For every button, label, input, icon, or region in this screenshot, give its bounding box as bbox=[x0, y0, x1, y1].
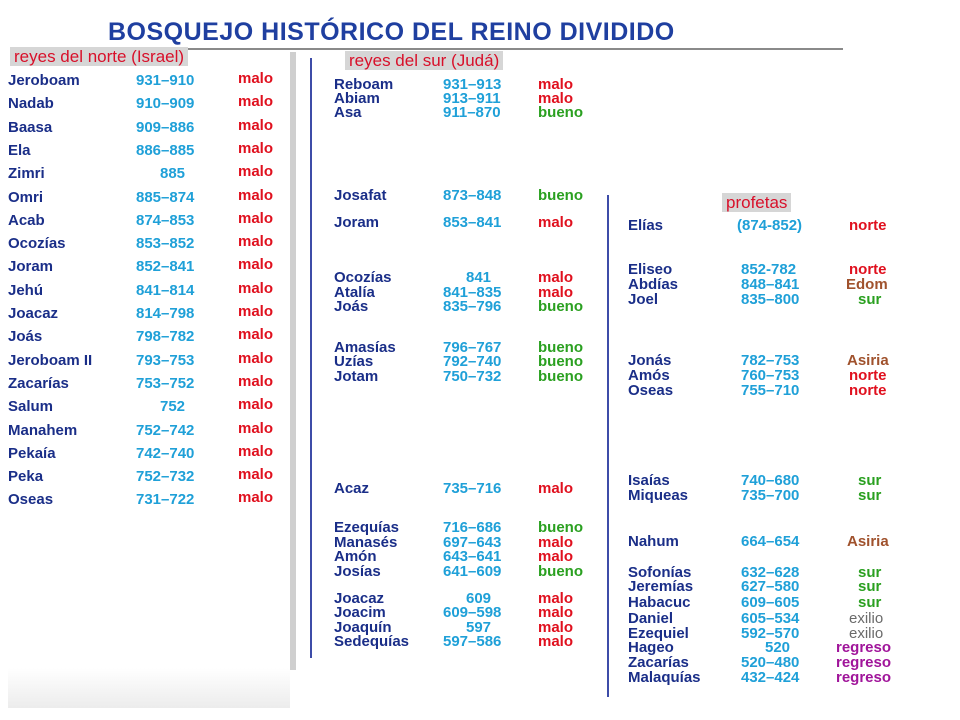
prophet-region: regreso bbox=[836, 654, 892, 671]
sur-king-name: Joacim bbox=[334, 604, 386, 621]
prophet-dates: 609–605 bbox=[741, 594, 800, 611]
prophet-name: Abdías bbox=[628, 276, 679, 293]
prophet-dates: 735–700 bbox=[741, 487, 800, 504]
norte-king-dates: 852–841 bbox=[136, 258, 195, 276]
prophet-name: Malaquías bbox=[628, 669, 701, 686]
norte-king-eval: malo bbox=[238, 139, 274, 157]
sur-king-name: Ocozías bbox=[334, 269, 392, 286]
sur-king-eval: bueno bbox=[538, 368, 583, 385]
sur-king-eval: malo bbox=[538, 619, 574, 636]
sur-king-name: Josafat bbox=[334, 187, 387, 204]
prophet-name: Elías bbox=[628, 217, 664, 234]
sur-king-name: Manasés bbox=[334, 534, 398, 551]
prophet-dates: 848–841 bbox=[741, 276, 800, 293]
sur-king-dates: 841 bbox=[466, 269, 492, 286]
sur-king-name: Atalía bbox=[334, 284, 375, 301]
sur-king-dates: 873–848 bbox=[443, 187, 502, 204]
sur-king-dates: 697–643 bbox=[443, 534, 502, 551]
prophet-dates: 627–580 bbox=[741, 578, 800, 595]
norte-king-name: Nadab bbox=[8, 95, 54, 113]
norte-king-eval: malo bbox=[238, 303, 274, 320]
sur-king-dates: 835–796 bbox=[443, 298, 502, 315]
norte-king-dates: 752 bbox=[160, 398, 186, 416]
norte-king-dates: 885–874 bbox=[136, 188, 195, 206]
prophet-name: Zacarías bbox=[628, 654, 689, 671]
prophet-region: exilio bbox=[849, 610, 884, 627]
column-divider-left bbox=[310, 58, 312, 658]
sur-king-eval: malo bbox=[538, 604, 574, 621]
norte-king-name: Jeroboam II bbox=[8, 351, 93, 369]
sur-king-name: Asa bbox=[334, 104, 362, 121]
sur-king-name: Joás bbox=[334, 298, 369, 315]
norte-king-dates: 814–798 bbox=[136, 305, 195, 322]
header-sur bbox=[345, 51, 503, 71]
prophet-dates: 592–570 bbox=[741, 625, 800, 642]
sur-king-eval: malo bbox=[538, 90, 574, 107]
prophet-name: Miqueas bbox=[628, 487, 689, 504]
prophet-dates: 520–480 bbox=[741, 654, 800, 671]
prophet-dates: 760–753 bbox=[741, 367, 800, 384]
sur-king-name: Jotam bbox=[334, 368, 379, 385]
sur-king-dates: 609–598 bbox=[443, 604, 502, 621]
norte-king-eval: malo bbox=[238, 372, 274, 390]
column-divider-right bbox=[607, 195, 609, 697]
norte-king-dates: 731–722 bbox=[136, 491, 195, 509]
norte-king-eval: malo bbox=[238, 93, 274, 111]
norte-king-dates: 798–782 bbox=[136, 328, 195, 346]
bottom-shade bbox=[8, 668, 290, 708]
sur-king-eval: malo bbox=[538, 534, 574, 551]
sur-king-dates: 609 bbox=[466, 590, 492, 607]
sur-king-eval: bueno bbox=[538, 339, 583, 356]
norte-king-dates: 853–852 bbox=[136, 235, 195, 253]
prophet-region: norte bbox=[849, 261, 887, 278]
norte-king-name: Manahem bbox=[8, 421, 78, 439]
prophet-name: Amós bbox=[628, 367, 670, 384]
sur-king-dates: 597 bbox=[466, 619, 492, 636]
norte-king-dates: 885 bbox=[160, 165, 186, 183]
prophet-dates: 835–800 bbox=[741, 291, 800, 308]
sur-king-name: Abiam bbox=[334, 90, 380, 107]
header-sur-label: reyes del sur (Judá) bbox=[345, 51, 503, 70]
sur-king-eval: malo bbox=[538, 633, 574, 650]
norte-king-name: Oseas bbox=[8, 491, 54, 509]
norte-king-name: Pekaía bbox=[8, 444, 56, 462]
sur-king-eval: bueno bbox=[538, 104, 583, 121]
header-profetas bbox=[722, 193, 791, 213]
sur-king-eval: malo bbox=[538, 548, 574, 565]
sur-king-dates: 792–740 bbox=[443, 353, 502, 370]
norte-king-name: Zimri bbox=[8, 165, 45, 183]
sur-king-eval: malo bbox=[538, 590, 574, 607]
sur-king-dates: 643–641 bbox=[443, 548, 502, 565]
sur-king-name: Ezequías bbox=[334, 519, 400, 536]
prophet-name: Hageo bbox=[628, 639, 674, 656]
sur-king-name: Amasías bbox=[334, 339, 396, 356]
prophet-dates: 664–654 bbox=[741, 533, 800, 550]
header-norte-label: reyes del norte (Israel) bbox=[10, 47, 188, 66]
prophet-region: sur bbox=[858, 578, 882, 595]
prophet-dates: 852-782 bbox=[741, 261, 797, 278]
norte-king-dates: 752–732 bbox=[136, 468, 195, 486]
norte-king-eval: malo bbox=[238, 163, 274, 181]
norte-king-eval: malo bbox=[238, 419, 274, 437]
sur-king-eval: malo bbox=[538, 480, 574, 497]
sur-king-name: Uzías bbox=[334, 353, 374, 370]
prophet-name: Joel bbox=[628, 291, 659, 308]
norte-king-dates: 886–885 bbox=[136, 141, 195, 159]
norte-king-dates: 909–886 bbox=[136, 118, 195, 136]
norte-king-eval: malo bbox=[238, 396, 274, 414]
column-divider-shadow bbox=[290, 52, 296, 670]
sur-king-name: Sedequías bbox=[334, 633, 410, 650]
norte-king-eval: malo bbox=[238, 186, 274, 204]
prophet-region: regreso bbox=[836, 669, 892, 686]
sur-king-dates: 735–716 bbox=[443, 480, 502, 497]
norte-king-dates: 752–742 bbox=[136, 421, 195, 439]
sur-king-name: Reboam bbox=[334, 76, 394, 93]
prophet-region: norte bbox=[849, 367, 887, 384]
norte-king-eval: malo bbox=[238, 326, 274, 344]
norte-king-dates: 742–740 bbox=[136, 444, 195, 462]
norte-king-name: Jehú bbox=[8, 281, 44, 299]
sur-king-dates: 931–913 bbox=[443, 76, 502, 93]
sur-king-name: Josías bbox=[334, 563, 381, 580]
norte-king-eval: malo bbox=[238, 116, 274, 134]
prophet-region: Asiria bbox=[847, 533, 889, 550]
norte-king-eval: malo bbox=[238, 442, 274, 460]
norte-king-dates: 910–909 bbox=[136, 95, 195, 113]
sur-king-eval: malo bbox=[538, 284, 574, 301]
prophet-region: sur bbox=[858, 487, 882, 504]
norte-king-eval: malo bbox=[238, 70, 274, 87]
prophet-region: sur bbox=[858, 472, 882, 489]
sur-king-dates: 750–732 bbox=[443, 368, 502, 385]
sur-king-eval: bueno bbox=[538, 519, 583, 536]
norte-king-name: Zacarías bbox=[8, 374, 69, 392]
norte-king-dates: 874–853 bbox=[136, 211, 195, 229]
sur-king-eval: bueno bbox=[538, 187, 583, 204]
prophet-name: Isaías bbox=[628, 472, 670, 489]
sur-king-dates: 597–586 bbox=[443, 633, 502, 650]
prophet-name: Oseas bbox=[628, 382, 674, 399]
norte-king-name: Acab bbox=[8, 211, 45, 229]
norte-king-eval: malo bbox=[238, 256, 274, 274]
prophet-name: Daniel bbox=[628, 610, 674, 627]
prophet-region: Asiria bbox=[847, 352, 889, 369]
sur-king-dates: 716–686 bbox=[443, 519, 502, 536]
sur-king-eval: bueno bbox=[538, 298, 583, 315]
header-norte bbox=[10, 47, 188, 67]
norte-king-dates: 753–752 bbox=[136, 374, 195, 392]
sur-king-eval: bueno bbox=[538, 563, 583, 580]
prophet-region: Edom bbox=[846, 276, 888, 293]
sur-king-name: Joram bbox=[334, 214, 380, 231]
norte-king-name: Omri bbox=[8, 188, 44, 206]
prophet-region: exilio bbox=[849, 625, 884, 642]
prophet-name: Eliseo bbox=[628, 261, 673, 278]
sur-king-dates: 853–841 bbox=[443, 214, 502, 231]
norte-king-name: Salum bbox=[8, 398, 54, 416]
sur-king-dates: 913–911 bbox=[443, 90, 501, 107]
norte-king-name: Joram bbox=[8, 258, 54, 276]
prophet-name: Jonás bbox=[628, 352, 672, 369]
sur-king-eval: malo bbox=[538, 76, 574, 93]
norte-king-name: Peka bbox=[8, 468, 44, 486]
sur-king-dates: 641–609 bbox=[443, 563, 502, 580]
norte-king-dates: 841–814 bbox=[136, 281, 195, 299]
sur-king-dates: 911–870 bbox=[443, 104, 501, 121]
prophet-dates: 520 bbox=[765, 639, 791, 656]
sur-king-name: Joacaz bbox=[334, 590, 385, 607]
prophet-name: Habacuc bbox=[628, 594, 691, 611]
prophet-dates: 632–628 bbox=[741, 564, 800, 581]
prophet-region: norte bbox=[849, 382, 887, 399]
sur-king-name: Acaz bbox=[334, 480, 370, 497]
prophet-dates: 432–424 bbox=[741, 669, 800, 686]
page-title: BOSQUEJO HISTÓRICO DEL REINO DIVIDIDO bbox=[108, 18, 675, 46]
norte-king-dates: 931–910 bbox=[136, 72, 195, 89]
norte-king-eval: malo bbox=[238, 349, 274, 367]
prophet-region: norte bbox=[849, 217, 887, 234]
sur-king-dates: 841–835 bbox=[443, 284, 502, 301]
prophet-region: regreso bbox=[836, 639, 892, 656]
sur-king-name: Amón bbox=[334, 548, 377, 565]
sur-king-eval: malo bbox=[538, 269, 574, 286]
prophet-region: sur bbox=[858, 594, 882, 611]
norte-king-eval: malo bbox=[238, 466, 274, 484]
prophet-name: Jeremías bbox=[628, 578, 694, 595]
norte-king-name: Baasa bbox=[8, 118, 53, 136]
sur-king-dates: 796–767 bbox=[443, 339, 502, 356]
prophet-dates: 782–753 bbox=[741, 352, 800, 369]
prophet-dates: 755–710 bbox=[741, 382, 800, 399]
prophet-name: Nahum bbox=[628, 533, 679, 550]
norte-king-name: Jeroboam bbox=[8, 72, 80, 89]
sur-king-name: Joaquín bbox=[334, 619, 392, 636]
norte-king-dates: 793–753 bbox=[136, 351, 195, 369]
title-underline bbox=[108, 48, 843, 50]
prophet-name: Sofonías bbox=[628, 564, 692, 581]
header-profetas-label: profetas bbox=[722, 193, 791, 212]
norte-king-eval: malo bbox=[238, 279, 274, 297]
norte-king-name: Ela bbox=[8, 141, 31, 159]
norte-king-eval: malo bbox=[238, 489, 274, 507]
norte-king-name: Ocozías bbox=[8, 235, 66, 253]
norte-king-eval: malo bbox=[238, 233, 274, 251]
norte-king-eval: malo bbox=[238, 209, 274, 227]
norte-king-name: Joacaz bbox=[8, 305, 59, 322]
sur-king-eval: bueno bbox=[538, 353, 583, 370]
prophet-name: Ezequiel bbox=[628, 625, 689, 642]
prophet-region: sur bbox=[858, 564, 882, 581]
prophet-dates: 740–680 bbox=[741, 472, 800, 489]
prophet-dates: (874-852) bbox=[737, 217, 803, 234]
prophet-dates: 605–534 bbox=[741, 610, 800, 627]
norte-king-name: Joás bbox=[8, 328, 43, 346]
prophet-region: sur bbox=[858, 291, 882, 308]
sur-king-eval: malo bbox=[538, 214, 574, 231]
